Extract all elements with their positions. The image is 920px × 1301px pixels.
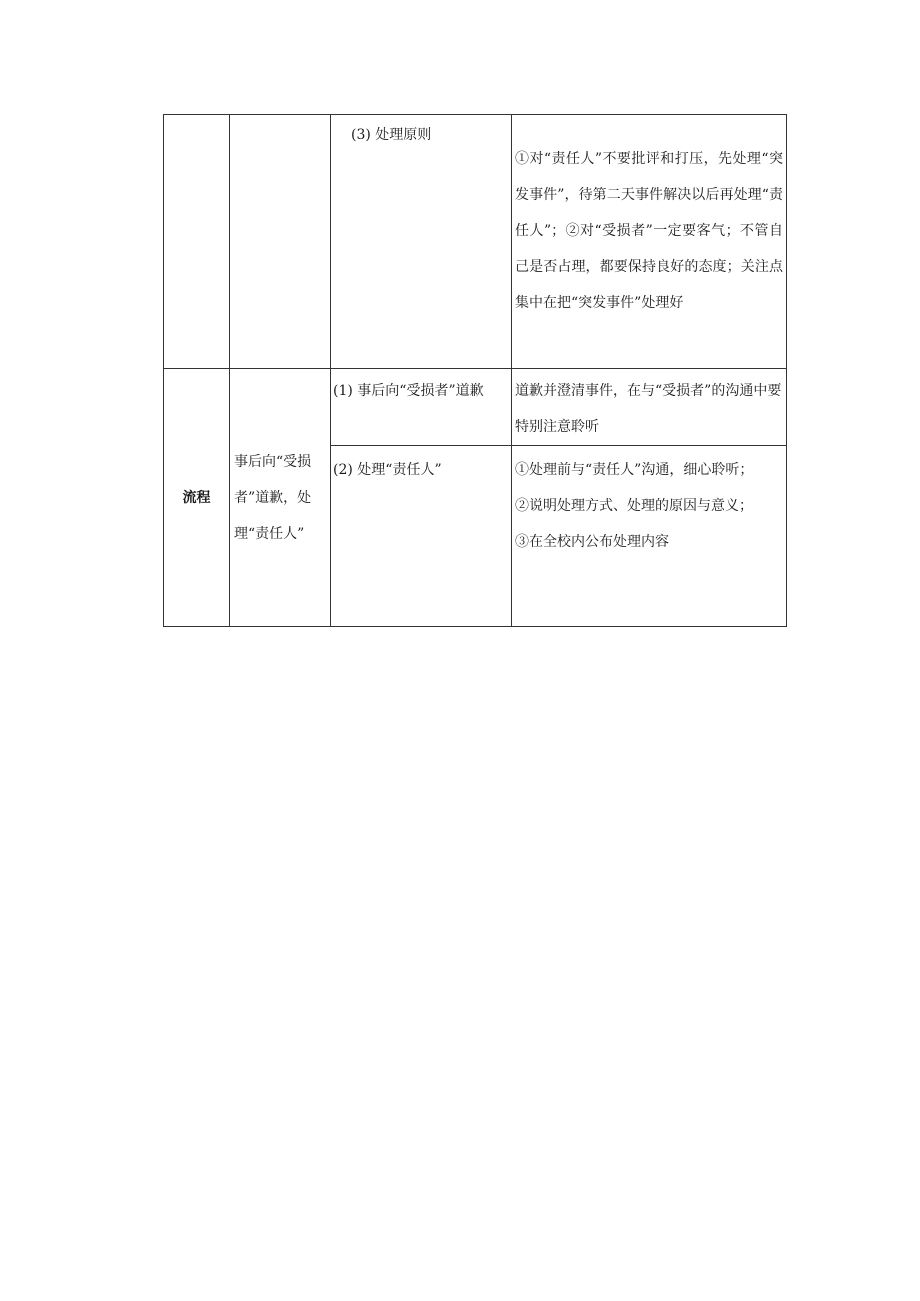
description-cell — [512, 115, 787, 369]
description-line: ①处理前与“责任人”沟通，细心聆听； — [515, 462, 754, 478]
summary-cell-empty — [230, 115, 331, 369]
step-description: ①对“责任人”不要批评和打压，先处理“突发事件”，待第二天事件解决以后再处理“责任人”；②对“受损者”一定要客气；不管自己是否占理，都要保持良好的态度；关注点集中在把“突发事件”处理好 — [515, 151, 783, 311]
section-label: 流程 — [164, 369, 230, 627]
description-line: ②说明处理方式、处理的原因与意义； — [515, 498, 753, 514]
step-label: (3) 处理原则 — [351, 127, 432, 143]
description-cell — [512, 369, 787, 446]
process-table — [163, 114, 787, 627]
step-label: (2) 处理“责任人” — [333, 462, 442, 478]
table-row — [164, 369, 787, 446]
section-cell-empty — [164, 115, 230, 369]
summary-text: 事后向“受损者”道歉，处理“责任人” — [234, 453, 312, 542]
table-row — [164, 115, 787, 369]
step-label: (1) 事后向“受损者”道歉 — [333, 383, 484, 399]
step-cell — [331, 369, 512, 446]
step-description: 道歉并澄清事件，在与“受损者”的沟通中要特别注意聆听 — [515, 383, 782, 435]
description-line: ③在全校内公布处理内容 — [515, 534, 669, 550]
summary-cell — [230, 369, 331, 627]
description-cell — [512, 446, 787, 627]
step-cell — [331, 446, 512, 627]
step-cell — [331, 115, 512, 369]
